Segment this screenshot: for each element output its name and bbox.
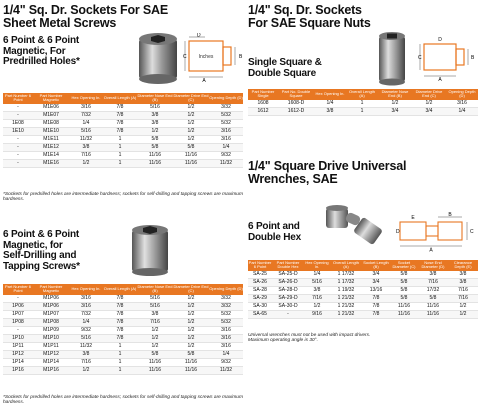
table-cell: 5/8 bbox=[390, 271, 418, 279]
table-cell: 1P11 bbox=[3, 342, 33, 350]
table-cell: 3/8 bbox=[69, 350, 103, 358]
table-cell: 11/16 bbox=[137, 159, 173, 167]
table-row bbox=[3, 143, 243, 151]
table-cell: 3/16 bbox=[209, 326, 243, 334]
dim-letter-b: B bbox=[471, 55, 475, 61]
table-cell: 3/8 bbox=[418, 271, 448, 279]
dim-units-label: Inches bbox=[198, 54, 214, 60]
table-cell: 1P08 bbox=[3, 318, 33, 326]
table-cell: 3/8 bbox=[448, 271, 478, 279]
table-cell: - bbox=[3, 143, 33, 151]
table-cell: 3/32 bbox=[209, 295, 243, 303]
dim-letter-d: D bbox=[197, 33, 201, 39]
table-cell: M1E16 bbox=[33, 159, 69, 167]
table-cell: 1608-D bbox=[278, 100, 314, 108]
universal-table bbox=[248, 260, 478, 319]
table-row bbox=[3, 159, 243, 167]
table-cell: 11/16 bbox=[173, 366, 209, 374]
table-cell: 5/16 bbox=[69, 127, 103, 135]
table-cell: 7/8 bbox=[103, 326, 137, 334]
header-part-6pt: Part Number 6 Point bbox=[248, 260, 272, 270]
table-cell: 1/2 bbox=[173, 342, 209, 350]
table-cell: 7/8 bbox=[362, 294, 390, 302]
dim-letter-a: A bbox=[438, 77, 442, 82]
table-cell: 3/4 bbox=[362, 278, 390, 286]
table-cell: 1 bbox=[346, 107, 378, 115]
table-cell: 3/8 bbox=[69, 143, 103, 151]
header-hex-opening: Hex Opening In. bbox=[69, 284, 103, 295]
table-cell: 1/2 bbox=[137, 334, 173, 342]
table-cell: 1612 bbox=[248, 107, 278, 115]
table-cell: 5/8 bbox=[390, 286, 418, 294]
dim-letter-c: C bbox=[183, 54, 187, 60]
header-clearance-depth: Clearance Depth (E) bbox=[448, 260, 478, 271]
table-cell: 1P06 bbox=[3, 302, 33, 310]
table-cell: SA-30-D bbox=[272, 302, 304, 310]
table-cell: 7/8 bbox=[103, 119, 137, 127]
table-cell: 1/2 bbox=[173, 104, 209, 112]
table-cell: - bbox=[3, 151, 33, 159]
table-cell: 1 bbox=[346, 100, 378, 108]
table-cell: 3/16 bbox=[69, 295, 103, 303]
table-cell: 3/8 bbox=[304, 286, 330, 294]
table-cell: 7/8 bbox=[103, 318, 137, 326]
table-cell: 1 bbox=[103, 135, 137, 143]
table-cell: 3/16 bbox=[209, 135, 243, 143]
table-header-row bbox=[248, 260, 478, 271]
table-header-row bbox=[3, 93, 243, 104]
header-nose-diameter: Diameter Nose End (B) bbox=[137, 284, 173, 294]
self-drilling-subtitle: 6 Point & 6 Point Magnetic, for Self-Drilling and Tapping Screws* bbox=[3, 229, 80, 272]
table-row bbox=[3, 318, 243, 326]
sheet-metal-note: *Sockets for predrilled holes are intermediate hardness; sockets for self-drilling and tapping screws are maximum hardness. bbox=[3, 192, 243, 203]
table-cell: 3/8 bbox=[137, 111, 173, 119]
table-cell: 1 17/32 bbox=[330, 278, 362, 286]
table-cell: 5/32 bbox=[209, 119, 243, 127]
header-hex-opening: Hex Opening In. bbox=[314, 89, 346, 100]
table-cell: 7/32 bbox=[69, 111, 103, 119]
header-overall-length: Overall Length (A) bbox=[346, 89, 378, 100]
header-overall-length: Overall Length (A) bbox=[103, 93, 137, 104]
table-cell: 1 17/32 bbox=[330, 271, 362, 279]
table-cell: 1 bbox=[103, 159, 137, 167]
table-cell: 1P14 bbox=[3, 358, 33, 366]
table-row bbox=[3, 104, 243, 112]
table-cell: 5/8 bbox=[390, 294, 418, 302]
table-cell: 13/16 bbox=[362, 286, 390, 294]
table-row bbox=[248, 107, 478, 115]
table-cell: 1/2 bbox=[173, 318, 209, 326]
table-cell: 1 bbox=[103, 350, 137, 358]
table-cell: 1 bbox=[103, 366, 137, 374]
table-cell: 5/32 bbox=[209, 310, 243, 318]
table-cell: 1E10 bbox=[3, 127, 33, 135]
table-cell: 11/16 bbox=[173, 358, 209, 366]
table-row bbox=[248, 310, 478, 318]
header-hex-opening: Hex Opening In. bbox=[305, 260, 329, 270]
table-row bbox=[3, 295, 243, 303]
table-cell: 5/16 bbox=[137, 295, 173, 303]
table-cell: 5/8 bbox=[173, 350, 209, 358]
universal-title: 1/4" Square Drive Universal Wrenches, SAE bbox=[248, 159, 407, 186]
table-cell: 1P10 bbox=[3, 334, 33, 342]
header-part-double: Part No. Double Square bbox=[278, 89, 314, 100]
table-cell: SA-25-D bbox=[272, 271, 304, 279]
table-cell: 7/16 bbox=[137, 318, 173, 326]
table-row bbox=[248, 278, 478, 286]
table-cell: 1/2 bbox=[173, 326, 209, 334]
table-cell: 5/8 bbox=[173, 143, 209, 151]
table-cell: SA-65 bbox=[248, 310, 272, 318]
table-cell: SA-28 bbox=[248, 286, 272, 294]
dim-letter-c: C bbox=[418, 55, 422, 61]
header-drive-diameter: Diameter Drive End (C) bbox=[173, 284, 209, 294]
table-cell: 5/8 bbox=[137, 135, 173, 143]
table-cell: 5/8 bbox=[137, 350, 173, 358]
table-cell: 1/2 bbox=[173, 295, 209, 303]
table-row bbox=[3, 119, 243, 127]
table-cell: 7/16 bbox=[448, 286, 478, 294]
table-cell: 7/8 bbox=[103, 310, 137, 318]
universal-subtitle: 6 Point and Double Hex bbox=[248, 221, 302, 243]
table-row bbox=[3, 342, 243, 350]
table-cell: 1/2 bbox=[304, 302, 330, 310]
table-cell: 7/8 bbox=[362, 302, 390, 310]
header-drive-diameter: Diameter Drive End (C) bbox=[412, 89, 446, 100]
table-cell: SA-30 bbox=[248, 302, 272, 310]
table-cell: 1608 bbox=[248, 100, 278, 108]
table-row bbox=[248, 286, 478, 294]
table-cell: 1/2 bbox=[448, 302, 478, 310]
table-cell: 7/8 bbox=[103, 127, 137, 135]
table-cell: 1 21/32 bbox=[330, 294, 362, 302]
table-row bbox=[248, 294, 478, 302]
table-cell: 3/4 bbox=[362, 271, 390, 279]
table-cell: 1/2 bbox=[173, 127, 209, 135]
table-cell: 1P16 bbox=[3, 366, 33, 374]
table-cell: 1/2 bbox=[412, 100, 446, 108]
table-cell: SA-26 bbox=[248, 278, 272, 286]
table-cell: 1/2 bbox=[173, 111, 209, 119]
table-row bbox=[3, 350, 243, 358]
table-cell: 1 bbox=[103, 342, 137, 350]
sheet-metal-subtitle: 6 Point & 6 Point Magnetic, For Predrilled Holes* bbox=[3, 35, 80, 67]
long-hex-socket-image bbox=[122, 224, 180, 276]
table-cell: 1/4 bbox=[209, 350, 243, 358]
dim-letter-a: A bbox=[429, 247, 433, 252]
table-cell: 3/4 bbox=[412, 107, 446, 115]
square-socket-image bbox=[372, 30, 412, 88]
table-row bbox=[3, 302, 243, 310]
table-header-row bbox=[248, 89, 478, 100]
table-cell: 1/2 bbox=[173, 310, 209, 318]
table-cell: 1 bbox=[103, 151, 137, 159]
table-row bbox=[3, 310, 243, 318]
table-cell: 3/32 bbox=[209, 302, 243, 310]
table-cell: 1E08 bbox=[3, 119, 33, 127]
dim-letter-d: D bbox=[438, 37, 442, 43]
square-nuts-subtitle: Single Square & Double Square bbox=[248, 57, 322, 79]
dim-letter-e: E bbox=[411, 215, 415, 221]
table-cell: 11/16 bbox=[173, 151, 209, 159]
sheet-metal-table bbox=[3, 93, 243, 168]
header-part-6pt: Part Number 6 Point bbox=[4, 93, 31, 103]
table-cell: 11/32 bbox=[209, 366, 243, 374]
table-cell: M1E11 bbox=[33, 135, 69, 143]
table-cell: 3/16 bbox=[69, 302, 103, 310]
table-cell: M1P07 bbox=[33, 310, 69, 318]
table-cell: 7/16 bbox=[448, 294, 478, 302]
dim-letter-d: D bbox=[396, 229, 400, 235]
table-cell: M1P09 bbox=[33, 326, 69, 334]
table-cell: M1P10 bbox=[33, 334, 69, 342]
header-part-6pt: Part Number 6 Point bbox=[4, 284, 31, 294]
table-row bbox=[3, 127, 243, 135]
header-overall-length: Overall Length (A) bbox=[330, 260, 362, 271]
table-row bbox=[248, 302, 478, 310]
self-drilling-note: *Sockets for predrilled holes are intermediate hardness; sockets for self-drilling and tapping screws are maximum hardness. bbox=[3, 395, 243, 406]
table-cell: 3/16 bbox=[209, 342, 243, 350]
table-cell: 1 bbox=[103, 358, 137, 366]
table-cell: 5/16 bbox=[69, 334, 103, 342]
table-cell: M1P08 bbox=[33, 318, 69, 326]
table-cell: 7/16 bbox=[304, 294, 330, 302]
sheet-metal-title: 1/4" Sq. Dr. Sockets For SAE Sheet Metal Screws bbox=[3, 3, 168, 30]
table-cell: 11/16 bbox=[173, 159, 209, 167]
table-cell: - bbox=[272, 310, 304, 318]
table-row bbox=[3, 366, 243, 374]
header-part-single: Part Number Single bbox=[248, 89, 278, 100]
table-cell: SA-28-D bbox=[272, 286, 304, 294]
table-cell: 1/2 bbox=[173, 334, 209, 342]
table-cell: 3/32 bbox=[209, 104, 243, 112]
table-cell: 3/4 bbox=[378, 107, 412, 115]
header-socket-diameter: Socket Diameter (C) bbox=[390, 260, 418, 271]
table-cell: 7/16 bbox=[69, 358, 103, 366]
table-cell: 5/8 bbox=[418, 294, 448, 302]
table-cell: M1P12 bbox=[33, 350, 69, 358]
table-cell: M1E10 bbox=[33, 127, 69, 135]
table-cell: 3/8 bbox=[314, 107, 346, 115]
universal-joint-image bbox=[318, 198, 390, 254]
table-cell: M1P14 bbox=[33, 358, 69, 366]
table-cell: 3/8 bbox=[137, 310, 173, 318]
table-cell: 1/4 bbox=[209, 143, 243, 151]
table-cell: 5/8 bbox=[390, 278, 418, 286]
table-row bbox=[3, 151, 243, 159]
table-cell: SA-25 bbox=[248, 271, 272, 279]
header-nose-diameter: Diameter Nose End (B) bbox=[378, 89, 412, 100]
table-cell: SA-29 bbox=[248, 294, 272, 302]
table-row bbox=[3, 334, 243, 342]
table-cell: 1P12 bbox=[3, 350, 33, 358]
table-cell: 3/16 bbox=[209, 334, 243, 342]
table-cell: M1P06 bbox=[33, 295, 69, 303]
table-cell: 11/16 bbox=[137, 358, 173, 366]
table-cell: 1/2 bbox=[378, 100, 412, 108]
table-cell: 1/4 bbox=[69, 119, 103, 127]
self-drilling-table bbox=[3, 284, 243, 375]
table-cell: 1/2 bbox=[173, 119, 209, 127]
table-cell: 9/32 bbox=[209, 151, 243, 159]
table-cell: 11/16 bbox=[418, 302, 448, 310]
table-cell: 7/16 bbox=[418, 278, 448, 286]
table-cell: - bbox=[3, 111, 33, 119]
table-cell: 1/2 bbox=[448, 310, 478, 318]
table-cell: 1/4 bbox=[446, 107, 478, 115]
table-row bbox=[3, 358, 243, 366]
dim-letter-b: B bbox=[448, 212, 452, 218]
square-nuts-table bbox=[248, 89, 478, 116]
header-part-magnetic: Part Number Magnetic bbox=[33, 284, 69, 295]
table-cell: 1/2 bbox=[137, 326, 173, 334]
table-cell: 3/16 bbox=[446, 100, 478, 108]
table-cell: 9/32 bbox=[69, 326, 103, 334]
table-cell: - bbox=[3, 295, 33, 303]
table-cell: 3/16 bbox=[69, 104, 103, 112]
table-cell: 1/4 bbox=[314, 100, 346, 108]
table-cell: 1 19/32 bbox=[330, 286, 362, 294]
table-cell: M1E12 bbox=[33, 143, 69, 151]
table-cell: 7/8 bbox=[103, 334, 137, 342]
header-opening-depth: Opening Depth (D) bbox=[209, 93, 243, 104]
table-cell: 1/2 bbox=[69, 159, 103, 167]
hex-socket-image bbox=[133, 31, 183, 85]
table-cell: M1P06 bbox=[33, 302, 69, 310]
table-cell: 11/32 bbox=[69, 342, 103, 350]
table-cell: M1E14 bbox=[33, 151, 69, 159]
table-cell: 11/16 bbox=[137, 151, 173, 159]
table-cell: - bbox=[3, 104, 33, 112]
table-cell: 1 21/32 bbox=[330, 310, 362, 318]
table-cell: 1/2 bbox=[173, 135, 209, 143]
table-cell: 9/32 bbox=[209, 358, 243, 366]
header-nose-diameter: Diameter Nose End (B) bbox=[137, 93, 173, 103]
table-cell: 5/8 bbox=[137, 143, 173, 151]
table-cell: M1P16 bbox=[33, 366, 69, 374]
table-cell: 5/16 bbox=[137, 104, 173, 112]
table-cell: 3/8 bbox=[448, 278, 478, 286]
table-cell: M1P11 bbox=[33, 342, 69, 350]
table-cell: 1 bbox=[103, 143, 137, 151]
dim-letter-a: A bbox=[202, 78, 206, 83]
table-cell: 7/8 bbox=[362, 310, 390, 318]
header-nose-diameter: Nose End Diameter (D) bbox=[418, 260, 448, 271]
table-cell: 7/8 bbox=[103, 111, 137, 119]
table-row bbox=[3, 111, 243, 119]
table-cell: 3/8 bbox=[137, 119, 173, 127]
table-cell: M1E07 bbox=[33, 111, 69, 119]
table-cell: 11/16 bbox=[390, 310, 418, 318]
table-cell: 1/2 bbox=[137, 342, 173, 350]
table-cell: 17/32 bbox=[418, 286, 448, 294]
square-socket-diagram bbox=[418, 36, 478, 82]
table-cell: 1/2 bbox=[173, 302, 209, 310]
table-cell: M1E08 bbox=[33, 119, 69, 127]
universal-dimension-diagram bbox=[396, 212, 478, 252]
table-row bbox=[248, 100, 478, 108]
table-cell: 7/8 bbox=[103, 302, 137, 310]
table-cell: - bbox=[3, 326, 33, 334]
table-cell: 11/32 bbox=[69, 135, 103, 143]
table-cell: 1/4 bbox=[304, 271, 330, 279]
table-cell: 11/16 bbox=[418, 310, 448, 318]
dim-letter-c: C bbox=[470, 229, 474, 235]
table-cell: M1E06 bbox=[33, 104, 69, 112]
table-cell: 3/16 bbox=[209, 127, 243, 135]
header-part-double-hex: Part Number Double Hex bbox=[272, 260, 304, 271]
table-cell: 9/16 bbox=[304, 310, 330, 318]
table-cell: 1/4 bbox=[69, 318, 103, 326]
table-row bbox=[248, 271, 478, 279]
table-cell: 7/32 bbox=[69, 310, 103, 318]
header-hex-opening: Hex Opening In. bbox=[69, 93, 103, 104]
table-cell: - bbox=[3, 159, 33, 167]
dim-letter-b: B bbox=[239, 54, 243, 60]
table-cell: 5/16 bbox=[137, 302, 173, 310]
table-cell: SA-26-D bbox=[272, 278, 304, 286]
socket-dimension-diagram bbox=[183, 33, 245, 83]
table-header-row bbox=[3, 284, 243, 295]
square-nuts-title: 1/4" Sq. Dr. Sockets For SAE Square Nuts bbox=[248, 3, 371, 30]
table-cell: - bbox=[3, 135, 33, 143]
table-cell: 1/2 bbox=[137, 127, 173, 135]
header-part-magnetic: Part Number Magnetic bbox=[33, 93, 69, 104]
table-cell: 1P07 bbox=[3, 310, 33, 318]
table-cell: SA-29-D bbox=[272, 294, 304, 302]
table-cell: 5/32 bbox=[209, 111, 243, 119]
table-cell: 11/16 bbox=[390, 302, 418, 310]
table-cell: 7/8 bbox=[103, 104, 137, 112]
table-cell: 1 21/32 bbox=[330, 302, 362, 310]
table-cell: 11/16 bbox=[137, 366, 173, 374]
header-opening-depth: Opening Depth (D) bbox=[209, 284, 243, 295]
table-cell: 1612-D bbox=[278, 107, 314, 115]
table-cell: 5/32 bbox=[209, 318, 243, 326]
header-overall-length: Overall Length (A) bbox=[103, 284, 137, 295]
table-row bbox=[3, 326, 243, 334]
header-opening-depth: Opening Depth (D) bbox=[446, 89, 478, 100]
table-cell: 7/8 bbox=[103, 295, 137, 303]
table-row bbox=[3, 135, 243, 143]
universal-note: Universal wrenches must not be used with impact drivers. Maximum operating angle is 30°. bbox=[248, 333, 371, 344]
table-cell: 7/16 bbox=[69, 151, 103, 159]
table-cell: 5/16 bbox=[304, 278, 330, 286]
table-cell: 1/2 bbox=[69, 366, 103, 374]
table-cell: 11/32 bbox=[209, 159, 243, 167]
header-drive-diameter: Diameter Drive End (C) bbox=[173, 93, 209, 103]
header-socket-length: Socket Length (B) bbox=[363, 260, 389, 270]
